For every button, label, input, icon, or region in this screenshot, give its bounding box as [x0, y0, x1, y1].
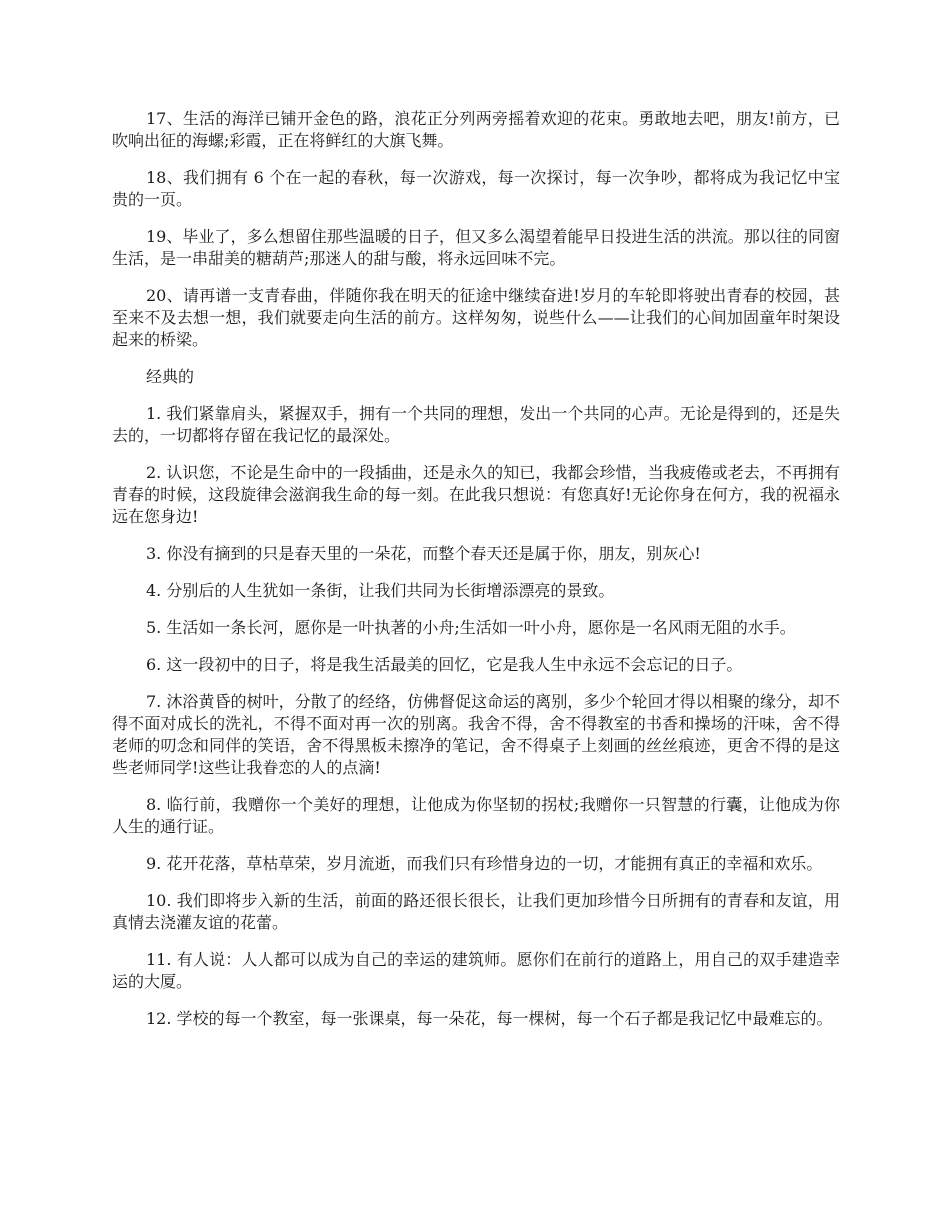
classic-paragraph-9: 9. 花开花落，草枯草荣，岁月流逝，而我们只有珍惜身边的一切，才能拥有真正的幸福和欢乐。: [146, 854, 823, 873]
paragraph-17: 17、生活的海洋已铺开金色的路，浪花正分列两旁摇着欢迎的花束。勇敢地去吧，朋友!前方，已吹响出征的海螺;彩霞，正在将鲜红的大旗飞舞。: [112, 109, 840, 150]
classic-paragraph-5: 5. 生活如一条长河，愿你是一叶执著的小舟;生活如一叶小舟，愿你是一名风雨无阻的水手。: [146, 618, 796, 637]
classic-paragraph-4: 4. 分别后的人生犹如一条街，让我们共同为长街增添漂亮的景致。: [146, 581, 615, 600]
classic-paragraph-6: 6. 这一段初中的日子，将是我生活最美的回忆，它是我人生中永远不会忘记的日子。: [146, 655, 743, 674]
classic-paragraph-11: 11. 有人说：人人都可以成为自己的幸运的建筑师。愿你们在前行的道路上，用自己的双手建造幸运的大厦。: [112, 950, 840, 991]
section-heading: 经典的: [146, 367, 195, 386]
classic-paragraph-7: 7. 沐浴黄昏的树叶，分散了的经络，仿佛督促这命运的离别，多少个轮回才得以相聚的缘分，却不得不面对成长的洗礼，不得不面对再一次的别离。我舍不得，舍不得教室的书香和操场的汗味，舍不得老师的叨念和同伴的笑语，舍不得黑板未擦净的笔记，舍不得桌子上刻画的丝丝痕迹，更舍不得的是这些老师同学!这些让我眷恋的人的点滴!: [112, 692, 840, 777]
classic-paragraph-2: 2. 认识您，不论是生命中的一段插曲，还是永久的知已，我都会珍惜，当我疲倦或老去，不再拥有青春的时候，这段旋律会滋润我生命的每一刻。在此我只想说：有您真好!无论你身在何方，我的祝福永远在您身边!: [112, 463, 840, 526]
classic-paragraph-8: 8. 临行前，我赠你一个美好的理想，让他成为你坚韧的拐杖;我赠你一只智慧的行囊，让他成为你人生的通行证。: [112, 795, 840, 836]
document-body: [112, 108, 840, 1045]
classic-paragraph-3: 3. 你没有摘到的只是春天里的一朵花，而整个春天还是属于你，朋友，别灰心!: [146, 544, 701, 563]
classic-paragraph-12: 12. 学校的每一个教室，每一张课桌，每一朵花，每一棵树，每一个石子都是我记忆中最难忘的。: [146, 1009, 833, 1028]
paragraph-18: 18、我们拥有 6 个在一起的春秋，每一次游戏，每一次探讨，每一次争吵，都将成为我记忆中宝贵的一页。: [112, 168, 840, 209]
paragraph-19: 19、毕业了，多么想留住那些温暖的日子，但又多么渴望着能早日投进生活的洪流。那以往的同窗生活，是一串甜美的糖葫芦;那迷人的甜与酸，将永远回味不完。: [112, 227, 840, 268]
classic-paragraph-10: 10. 我们即将步入新的生活，前面的路还很长很长，让我们更加珍惜今日所拥有的青春和友谊，用真情去浇灌友谊的花蕾。: [112, 891, 840, 932]
classic-paragraph-1: 1. 我们紧靠肩头，紧握双手，拥有一个共同的理想，发出一个共同的心声。无论是得到的，还是失去的，一切都将存留在我记忆的最深处。: [112, 404, 840, 445]
paragraph-20: 20、请再谱一支青春曲，伴随你我在明天的征途中继续奋进!岁月的车轮即将驶出青春的校园，甚至来不及去想一想，我们就要走向生活的前方。这样匆匆，说些什么——让我们的心间加固童年时架设起来的桥梁。: [112, 286, 840, 349]
